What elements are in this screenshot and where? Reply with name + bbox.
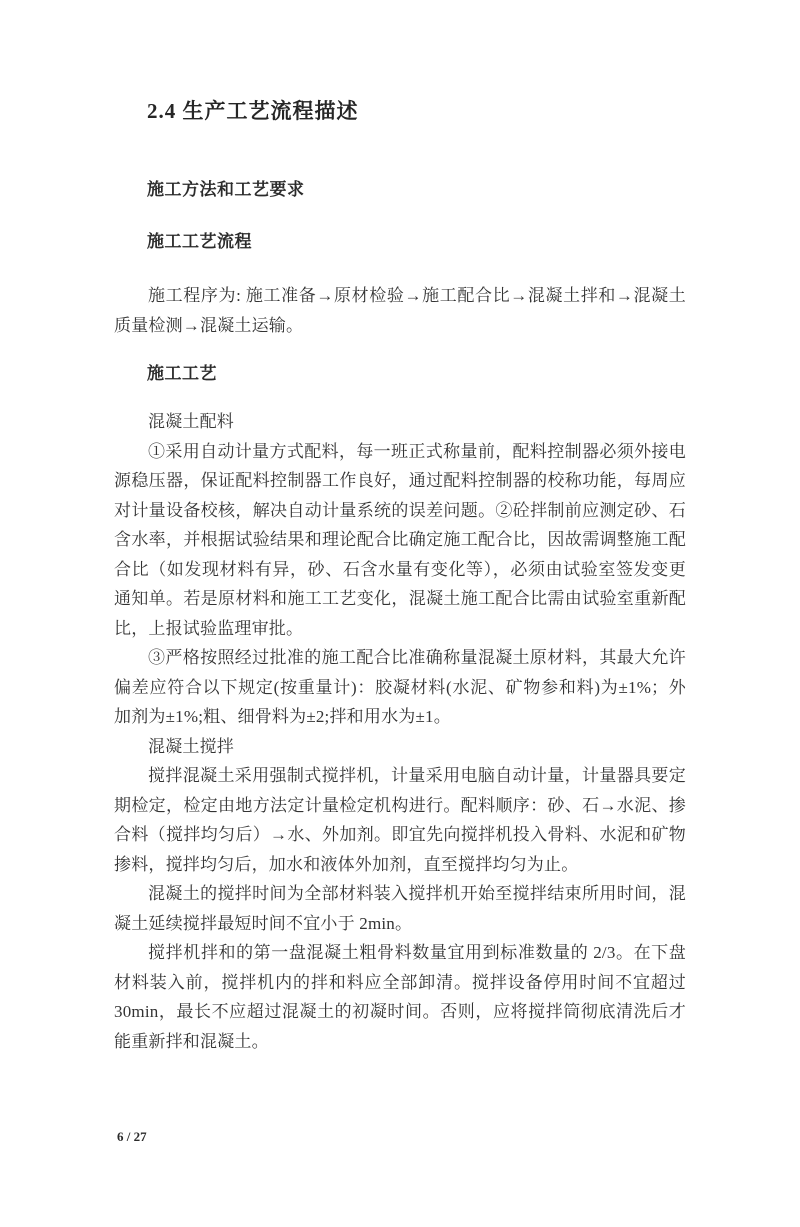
document-page: [114, 97, 686, 1056]
heading-process-flow: 施工工艺流程: [147, 232, 252, 251]
paragraph-batching-2: ③严格按照经过批准的施工配合比准确称量混凝土原材料，其最大允许偏差应符合以下规定(按重量计)：胶凝材料(水泥、矿物参和料)为±1%；外加剂为±1%;粗、细骨料为±2;拌和用水为±1。: [114, 648, 686, 726]
paragraph-mixing-1: 搅拌混凝土采用强制式搅拌机，计量采用电脑自动计量，计量器具要定期检定，检定由地方法定计量检定机构进行。配料顺序：砂、石→水泥、掺合料（搅拌均匀后）→水、外加剂。即宜先向搅拌机投入骨料、水泥和矿物掺料，搅拌均匀后，加水和液体外加剂，直至搅拌均匀为止。: [114, 766, 686, 874]
paragraph-mixing-2: 混凝土的搅拌时间为全部材料装入搅拌机开始至搅拌结束所用时间，混凝土延续搅拌最短时间不宜小于 2min。: [114, 884, 686, 933]
paragraph-process-sequence: 施工程序为: 施工准备→原材检验→施工配合比→混凝土拌和→混凝土质量检测→混凝土运输。: [114, 286, 686, 335]
paragraph-batching-1: ①采用自动计量方式配料，每一班正式称量前，配料控制器必须外接电源稳压器，保证配料控制器工作良好，通过配料控制器的校称功能，每周应对计量设备校核，解决自动计量系统的误差问题。②砼拌制前应测定砂、石含水率，并根据试验结果和理论配合比确定施工配合比，因故需调整施工配合比（如发现材料有异，砂、石含水量有变化等），必须由试验室签发变更通知单。若是原材料和施工工艺变化，混凝土施工配合比需由试验室重新配比，上报试验监理审批。: [114, 441, 686, 638]
paragraph-mixing-3: 搅拌机拌和的第一盘混凝土粗骨料数量宜用到标准数量的 2/3。在下盘材料装入前，搅拌机内的拌和料应全部卸清。搅拌设备停用时间不宜超过 30min，最长不应超过混凝土的初凝时间。否则，应将搅拌筒彻底清洗后才能重新拌和混凝土。: [114, 943, 686, 1051]
section-title: 2.4 生产工艺流程描述: [147, 99, 359, 123]
label-concrete-batching: 混凝土配料: [148, 412, 234, 431]
heading-construction-method: 施工方法和工艺要求: [147, 180, 305, 199]
page-number: 6 / 27: [117, 1129, 147, 1144]
body-text-block: [114, 407, 686, 1056]
label-concrete-mixing: 混凝土搅拌: [148, 736, 234, 756]
heading-construction-craft: 施工工艺: [147, 364, 217, 383]
